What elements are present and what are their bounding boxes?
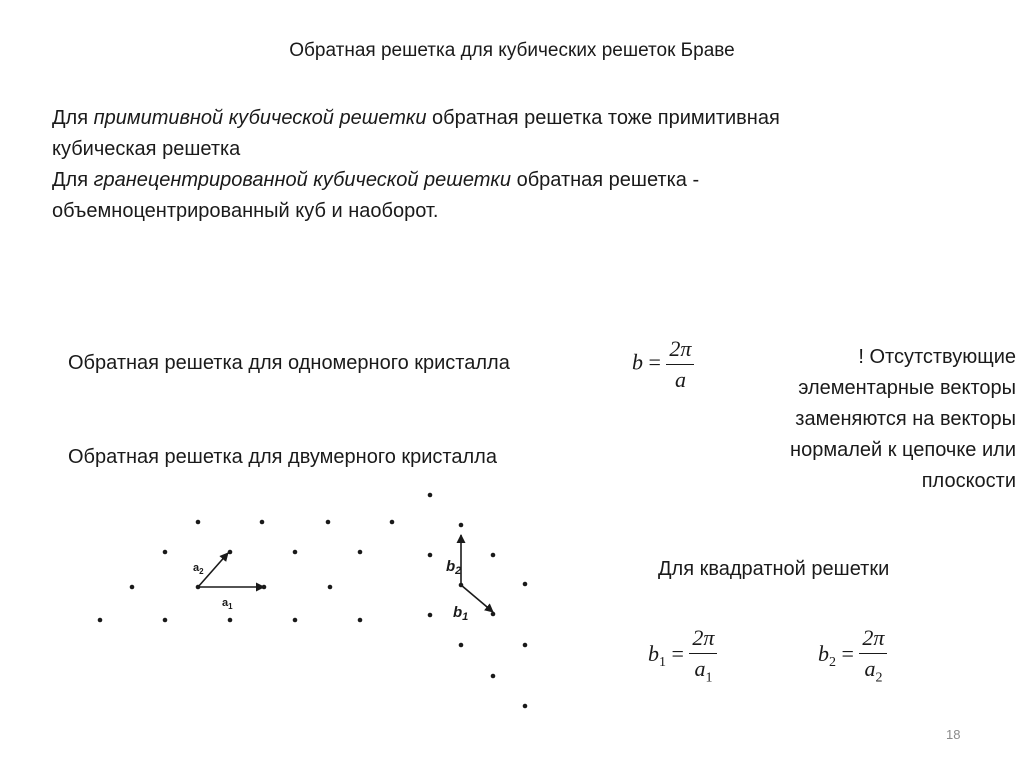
lattice-point: [293, 618, 298, 623]
slide-title: Обратная решетка для кубических решеток Браве: [289, 40, 735, 61]
formula-b2-fraction: [859, 625, 887, 686]
vector-b1-label: $b_1$: [453, 604, 469, 623]
lattice-point: [196, 520, 201, 525]
formula-b2-numerator: 2π: [859, 625, 887, 654]
intro-line-3-suffix: обратная решетка -: [511, 169, 700, 191]
lattice-point: [328, 585, 333, 590]
note-line: ! Отсутствующие: [858, 346, 1016, 368]
vector-a1-label: $a_1$: [222, 597, 233, 611]
lattice-point: [491, 612, 496, 617]
formula-b2-den-symbol: a: [864, 656, 876, 681]
formula-b1-denominator: [689, 654, 717, 686]
lattice-point: [293, 550, 298, 555]
formula-b2-lhs-sub: 2: [829, 655, 836, 671]
note-line: заменяются на векторы: [795, 408, 1016, 430]
vector-a2-label: $a_2$: [193, 562, 204, 576]
lattice-points: [98, 493, 528, 709]
lattice-point: [130, 585, 135, 590]
formula-b1-den-sub: 1: [705, 670, 713, 686]
lattice-point: [358, 550, 363, 555]
formula-b1: [648, 625, 717, 686]
formula-b2: [818, 625, 887, 686]
formula-b1-lhs: b: [648, 640, 659, 666]
one-dim-label: Обратная решетка для одномерного кристалла: [68, 352, 510, 374]
lattice-point: [163, 618, 168, 623]
intro-line-4: объемноцентрированный куб и наоборот.: [52, 200, 439, 222]
formula-b2-denominator: [859, 654, 887, 686]
vector-b1-arrow: [461, 585, 493, 612]
formula-1d-eq: =: [648, 349, 661, 375]
formula-b1-fraction: [689, 625, 717, 686]
intro-line-1-italic: примитивной кубической решетки: [93, 107, 427, 129]
lattice-point: [523, 704, 528, 709]
formula-b1-den-symbol: a: [694, 656, 706, 681]
intro-line-3-italic: гранецентрированной кубической решетки: [93, 169, 512, 191]
formula-b2-den-sub: 2: [875, 670, 883, 686]
note-line: элементарные векторы: [798, 377, 1016, 399]
lattice-point: [326, 520, 331, 525]
lattice-point: [491, 553, 496, 558]
lattice-point: [390, 520, 395, 525]
page-number: 18: [946, 727, 961, 742]
lattice-point: [523, 643, 528, 648]
formula-b1-eq: =: [671, 640, 684, 666]
formula-b2-eq: =: [841, 640, 854, 666]
lattice-point: [428, 553, 433, 558]
formula-1d-lhs: b: [632, 349, 643, 375]
lattice-point: [491, 674, 496, 679]
intro-line-3-prefix: Для: [52, 169, 94, 191]
formula-b1-numerator: 2π: [689, 625, 717, 654]
lattice-point: [523, 582, 528, 587]
vector-b2-label: $b_2$: [446, 558, 462, 577]
formula-b2-lhs: b: [818, 640, 829, 666]
lattice-point: [260, 520, 265, 525]
lattice-point: [428, 613, 433, 618]
note-line: плоскости: [921, 470, 1016, 492]
formula-1d-numerator: 2π: [666, 336, 694, 365]
formula-1d-denominator: a: [674, 367, 686, 392]
lattice-point: [459, 643, 464, 648]
intro-line-1-prefix: Для: [52, 107, 94, 129]
lattice-point: [98, 618, 103, 623]
two-dim-label: Обратная решетка для двумерного кристалла: [68, 446, 497, 468]
lattice-point: [358, 618, 363, 623]
lattice-point: [428, 493, 433, 498]
note-line: нормалей к цепочке или: [790, 439, 1016, 461]
lattice-point: [459, 523, 464, 528]
lattice-point: [228, 618, 233, 623]
lattice-point: [163, 550, 168, 555]
formula-b1-lhs-sub: 1: [659, 655, 666, 671]
intro-line-2: кубическая решетка: [52, 138, 241, 160]
intro-line-1-suffix: обратная решетка тоже примитивная: [426, 107, 780, 129]
square-lattice-label: Для квадратной решетки: [658, 558, 890, 580]
